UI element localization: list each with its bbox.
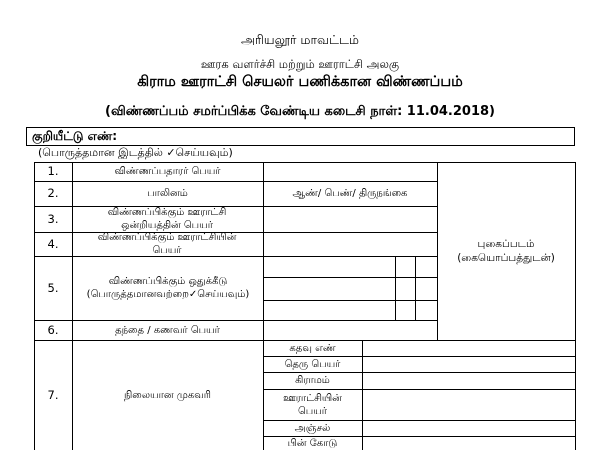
- photo-label: புகைப்படம்: [477, 238, 535, 250]
- street-name-label: தெரு பெயர்: [284, 358, 341, 370]
- father-husband-name-field[interactable]: [263, 320, 437, 340]
- village-field[interactable]: [363, 372, 575, 389]
- pin-code-label: பின் கோடு: [287, 437, 338, 449]
- quota-options-field[interactable]: [263, 256, 437, 320]
- village-label: கிராமம்: [295, 375, 330, 386]
- door-number-label: கதவு எண்: [289, 342, 336, 354]
- row-number: 4.: [47, 236, 59, 251]
- photo-signature-note: (கையொப்பத்துடன்): [457, 252, 555, 264]
- panchayat-field[interactable]: [363, 389, 575, 420]
- quota-label: விண்ணப்பிக்கும் ஒதுக்கீடு (பொருத்தமானவற்றை✓செய்யவும்): [86, 276, 250, 300]
- department-heading: ஊரக வளர்ச்சி மற்றும் ஊராட்சி அலகு: [200, 57, 400, 71]
- grid-line: [575, 162, 576, 450]
- row-number: 2.: [47, 186, 59, 200]
- form-title: கிராம ஊராட்சி செயலர் பணிக்கான விண்ணப்பம்: [137, 74, 463, 90]
- post-office-field[interactable]: [363, 420, 575, 436]
- district-heading: அரியலூர் மாவட்டம்: [241, 32, 359, 47]
- father-husband-name-label: தந்தை / கணவர் பெயர்: [115, 324, 220, 336]
- row-number: 7.: [47, 387, 59, 402]
- panchayat-label: ஊராட்சியின் பெயர்: [283, 392, 342, 417]
- union-name-field[interactable]: [263, 206, 437, 232]
- union-name-label: விண்ணப்பிக்கும் ஊராட்சி ஒன்றியத்தின் பெயர்: [107, 207, 227, 231]
- pin-code-field[interactable]: [363, 436, 575, 450]
- panchayat-name-label: விண்ணப்பிக்கும் ஊராட்சியின் பெயர்: [97, 232, 237, 256]
- reference-number-label: குறியீட்டு எண்:: [32, 129, 118, 143]
- gender-label: பாலினம்: [147, 188, 188, 199]
- panchayat-name-field[interactable]: [263, 232, 437, 256]
- row-number: 5.: [47, 280, 59, 295]
- door-number-field[interactable]: [363, 340, 575, 356]
- permanent-address-label: நிலையான முகவரி: [124, 389, 211, 401]
- post-office-label: அஞ்சல்: [294, 422, 331, 434]
- gender-options[interactable]: ஆண்/ பெண்/ திருநங்கை: [292, 188, 408, 199]
- photo-box: [437, 162, 575, 340]
- applicant-name-label: விண்ணப்பதாரர் பெயர்: [114, 166, 221, 177]
- row-number: 3.: [47, 211, 59, 226]
- applicant-name-field[interactable]: [263, 162, 437, 181]
- row-number: 1.: [47, 164, 59, 178]
- tick-instruction: (பொருத்தமான இடத்தில் ✓செய்யவும்): [38, 146, 233, 159]
- row-number: 6.: [47, 322, 59, 337]
- deadline-note: (விண்ணப்பம் சமர்ப்பிக்க வேண்டிய கடைசி நாள்: 11.04.2018): [105, 104, 495, 119]
- street-name-field[interactable]: [363, 356, 575, 372]
